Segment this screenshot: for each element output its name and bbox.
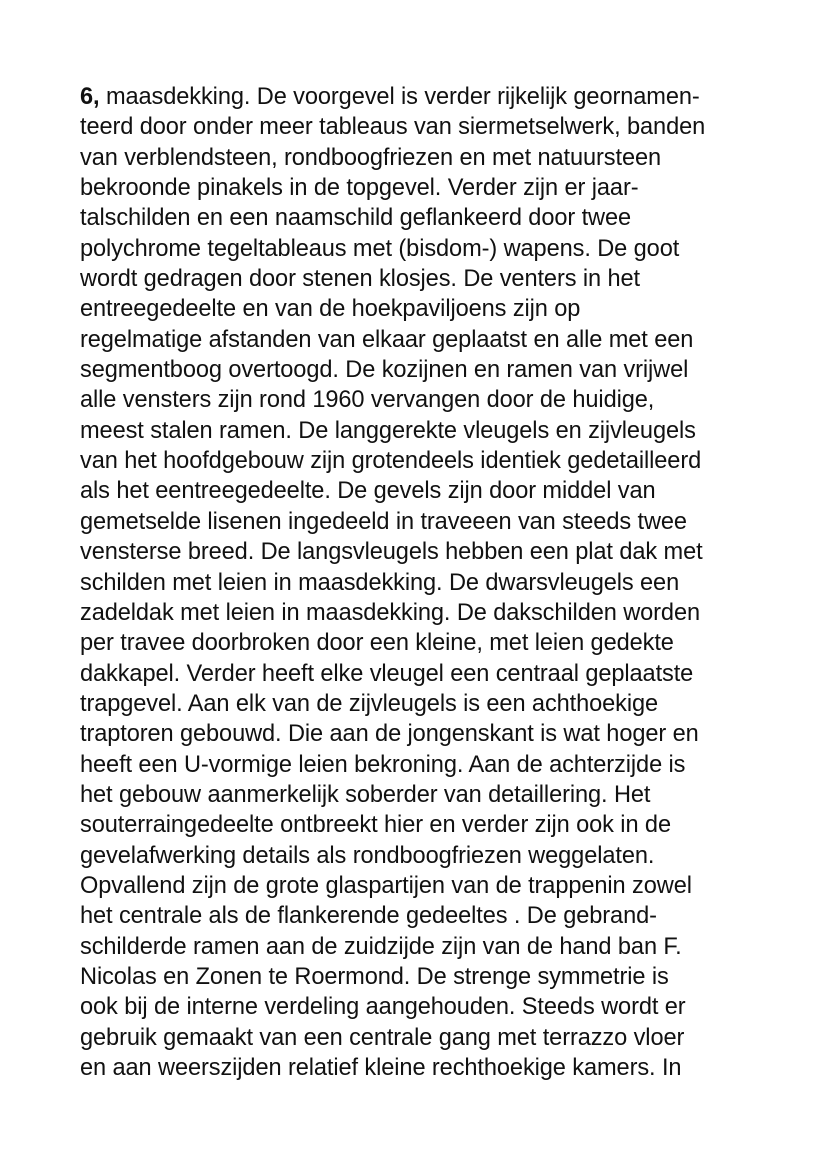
text-line: entreegedeelte en van de hoekpaviljoens zijn op xyxy=(80,296,581,323)
text-line: schilderde ramen aan de zuidzijde zijn van de hand ban F. xyxy=(80,933,682,960)
text-line: en aan weerszijden relatief kleine rechthoekige kamers. In xyxy=(80,1055,682,1081)
text-line: schilden met leien in maasdekking. De dwarsvleugels een xyxy=(80,569,680,596)
text-line: vensterse breed. De langsvleugels hebben een plat dak met xyxy=(80,539,703,566)
document-body xyxy=(80,82,780,1083)
text-line: gemetselde lisenen ingedeeld in traveeen van steeds twee xyxy=(80,508,687,535)
text-line: gevelafwerking details als rondboogfriezen weggelaten. xyxy=(80,842,655,869)
text-line: Opvallend zijn de grote glaspartijen van de trappenin zowel xyxy=(80,872,692,899)
text-line: heeft een U-vormige leien bekroning. Aan de achterzijde is xyxy=(80,751,686,778)
text-line: het gebouw aanmerkelijk soberder van detaillering. Het xyxy=(80,781,651,808)
text-line: Nicolas en Zonen te Roermond. De strenge symmetrie is xyxy=(80,963,669,990)
text-line-content: maasdekking. De voorgevel is verder rijkelijk geornamen- xyxy=(99,84,700,110)
text-line: segmentboog overtoogd. De kozijnen en ramen van vrijwel xyxy=(80,357,689,384)
text-line: wordt gedragen door stenen klosjes. De venters in het xyxy=(80,266,640,293)
text-line: ook bij de interne verdeling aangehouden. Steeds wordt er xyxy=(80,994,686,1021)
text-line: het centrale als de flankerende gedeeltes . De gebrand- xyxy=(80,903,657,930)
section-number: 6, xyxy=(80,84,100,110)
text-line: souterraingedeelte ontbreekt hier en verder zijn ook in de xyxy=(80,812,671,839)
text-line: per travee doorbroken door een kleine, met leien gedekte xyxy=(80,630,674,657)
text-line: van verblendsteen, rondboogfriezen en met natuursteen xyxy=(80,144,662,171)
text-line: van het hoofdgebouw zijn grotendeels identiek gedetailleerd xyxy=(80,448,702,475)
text-line: zadeldak met leien in maasdekking. De dakschilden worden xyxy=(80,599,700,626)
text-line: trapgevel. Aan elk van de zijvleugels is een achthoekige xyxy=(80,690,659,717)
text-line: traptoren gebouwd. Die aan de jongenskant is wat hoger en xyxy=(80,721,699,748)
text-line: talschilden en een naamschild geflankeerd door twee xyxy=(80,205,632,232)
text-line: alle vensters zijn rond 1960 vervangen door de huidige, xyxy=(80,387,655,414)
text-line: als het eentreegedeelte. De gevels zijn door middel van xyxy=(80,478,656,505)
text-line: dakkapel. Verder heeft elke vleugel een centraal geplaatste xyxy=(80,660,694,687)
text-line: teerd door onder meer tableaus van siermetselwerk, banden xyxy=(80,114,706,141)
text-line: meest stalen ramen. De langgerekte vleugels en zijvleugels xyxy=(80,417,696,444)
text-line: gebruik gemaakt van een centrale gang met terrazzo vloer xyxy=(80,1024,685,1051)
text-line xyxy=(80,82,780,112)
text-line: polychrome tegeltableaus met (bisdom-) wapens. De goot xyxy=(80,235,680,262)
text-line: bekroonde pinakels in de topgevel. Verder zijn er jaar- xyxy=(80,175,639,202)
text-line: regelmatige afstanden van elkaar geplaatst en alle met een xyxy=(80,326,694,353)
